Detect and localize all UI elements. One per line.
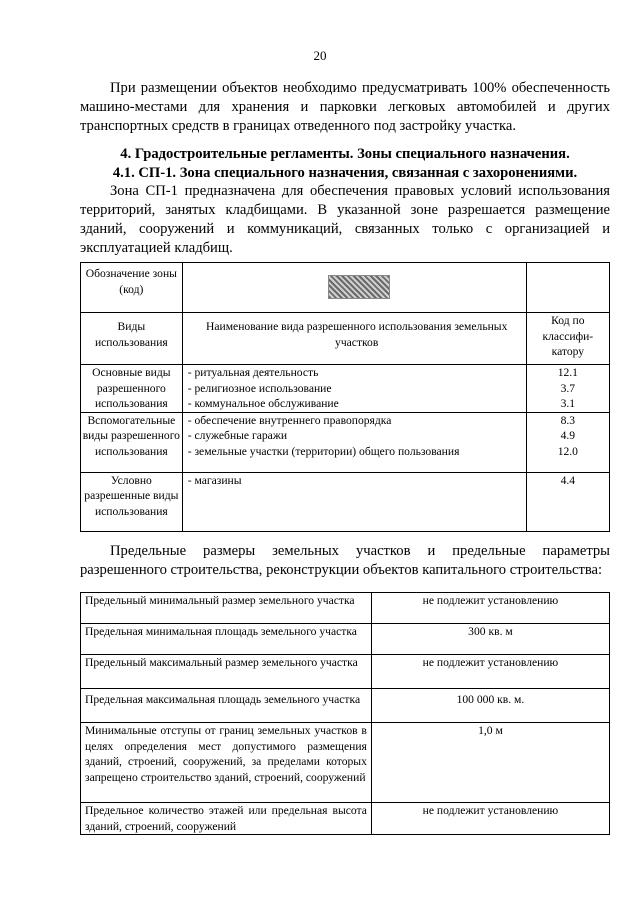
classifier-code: 8.3 [560,413,576,427]
param-value: не подлежит установлению [371,803,609,835]
table-row [81,412,610,472]
param-value: не подлежит установлению [371,655,609,689]
header-use-name: Наименование вида разрешенного использования земельных участков [182,313,526,365]
param-name: Предельный минимальный размер земельного участка [81,593,372,624]
table-row [81,365,610,413]
zone-code-label: Обозначение зоны (код) [81,263,183,313]
parameters-table [80,592,610,835]
param-name: Предельное количество этажей или предельная высота зданий, строений, сооружений [81,803,372,835]
classifier-code: 12.0 [557,444,578,458]
header-use-type: Виды использования [81,313,183,365]
zone-code-stamp [328,275,390,299]
table-row [81,593,610,624]
list-item: - земельные участки (территории) общего пользования [187,444,460,458]
table-row [81,803,610,835]
classifier-code: 3.7 [560,381,576,395]
param-name: Предельный максимальный размер земельного участка [81,655,372,689]
table-row [81,723,610,803]
list-item: - обеспечение внутреннего правопорядка [187,413,392,427]
use-type-conditional: Условно разрешенные виды использования [81,472,183,531]
param-name: Предельная максимальная площадь земельного участка [81,689,372,723]
param-value: 1,0 м [371,723,609,803]
use-type-main: Основные виды разрешенного использования [81,365,183,413]
intro-paragraph: При размещении объектов необходимо предусматривать 100% обеспеченность машино-местами для хранения и парковки легковых автомобилей и других транспортных средств в границах отведенного под застройку участка. [80,80,610,134]
list-item: - служебные гаражи [187,429,288,442]
permitted-uses-table [80,262,610,532]
list-item: - ритуальная деятельность [187,366,319,379]
use-type-auxiliary: Вспомогательные виды разрешенного использования [81,412,183,472]
zone-code-cell [182,263,526,313]
subsection-heading: 4.1. СП-1. Зона специального назначения, связанная с захоронениями. [112,165,578,181]
classifier-code: 12.1 [557,366,578,379]
page-number: 20 [313,48,327,63]
param-value: 100 000 кв. м. [371,689,609,723]
classifier-code: 3.1 [560,397,576,410]
table-row [81,472,610,531]
table-row [81,624,610,655]
param-value: 300 кв. м [371,624,609,655]
classifier-code: 4.9 [560,429,576,442]
list-item: - религиозное использование [187,381,332,395]
parameters-paragraph: Предельные размеры земельных участков и предельные параметры разрешенного строительства, реконструкции объектов капитального строительства: [80,543,610,578]
table-row [81,689,610,723]
table-row [81,655,610,689]
header-classifier-code: Код по классифи-катору [526,313,609,365]
classifier-code: 4.4 [560,473,576,487]
list-item: - магазины [187,473,242,487]
zone-description-paragraph: Зона СП-1 предназначена для обеспечения правовых условий использования территорий, занятых кладбищами. В указанной зоне разрешается размещение зданий, сооружений и коммуникаций, связанных только с организацией и эксплуатацией кладбищ. [80,183,610,256]
param-name: Минимальные отступы от границ земельных участков в целях определения мест допустимого размещения зданий, строений, сооружений, за пределами которых запрещено строительство зданий, строений, сооружений [81,723,372,803]
section-heading: 4. Градостроительные регламенты. Зоны специального назначения. [120,146,570,162]
param-name: Предельная минимальная площадь земельного участка [81,624,372,655]
param-value: не подлежит установлению [371,593,609,624]
list-item: - коммунальное обслуживание [187,397,339,410]
